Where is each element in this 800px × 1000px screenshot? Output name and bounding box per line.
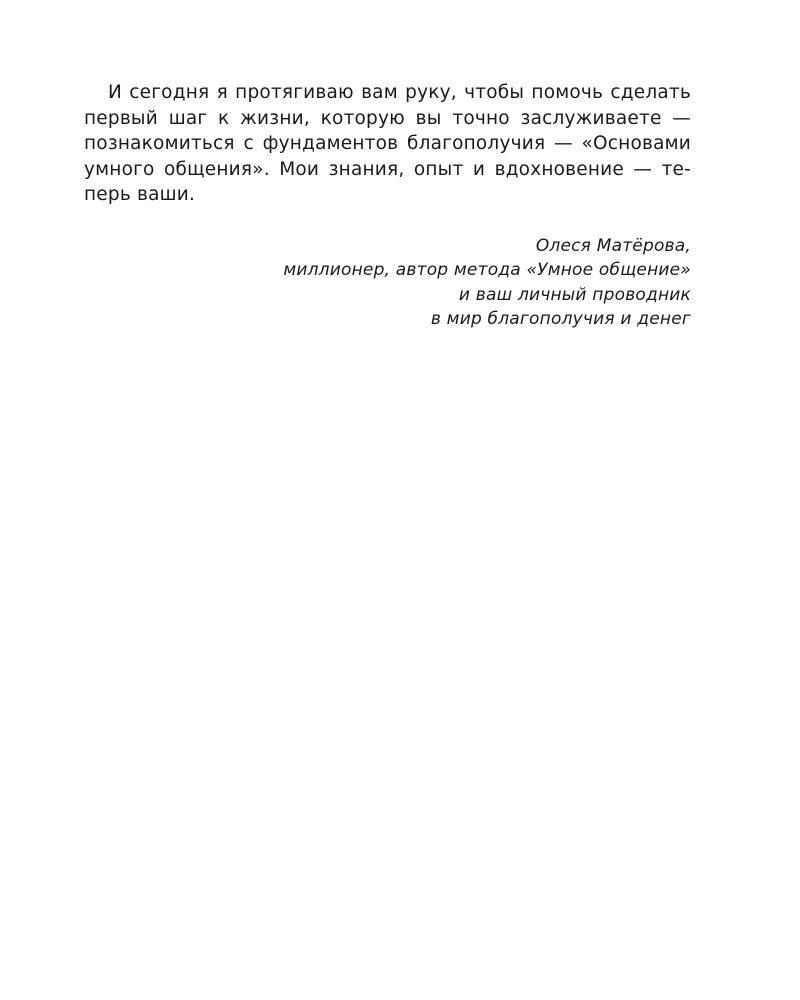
author-role: миллионер, автор метода «Умное общение» [283,260,691,280]
body-paragraph [84,80,691,208]
paragraph-line: И сегодня я протягиваю вам руку, чтобы помочь сделать [108,82,691,103]
paragraph-line: умного общения». Мои знания, опыт и вдохновение — те- [84,158,691,180]
paragraph-line: перь ваши. [84,184,196,205]
paragraph-line: познакомиться с фундаментов благополучия — «Основами [84,133,691,154]
author-description: и ваш личный проводник [458,284,691,305]
page-content [84,80,691,332]
paragraph-line: первый шаг к жизни, которую вы точно заслуживаете — [84,107,691,129]
author-name: Олеся Матёрова, [535,235,691,256]
author-description: в мир благополучия и денег [430,309,691,329]
author-signature [84,234,691,332]
